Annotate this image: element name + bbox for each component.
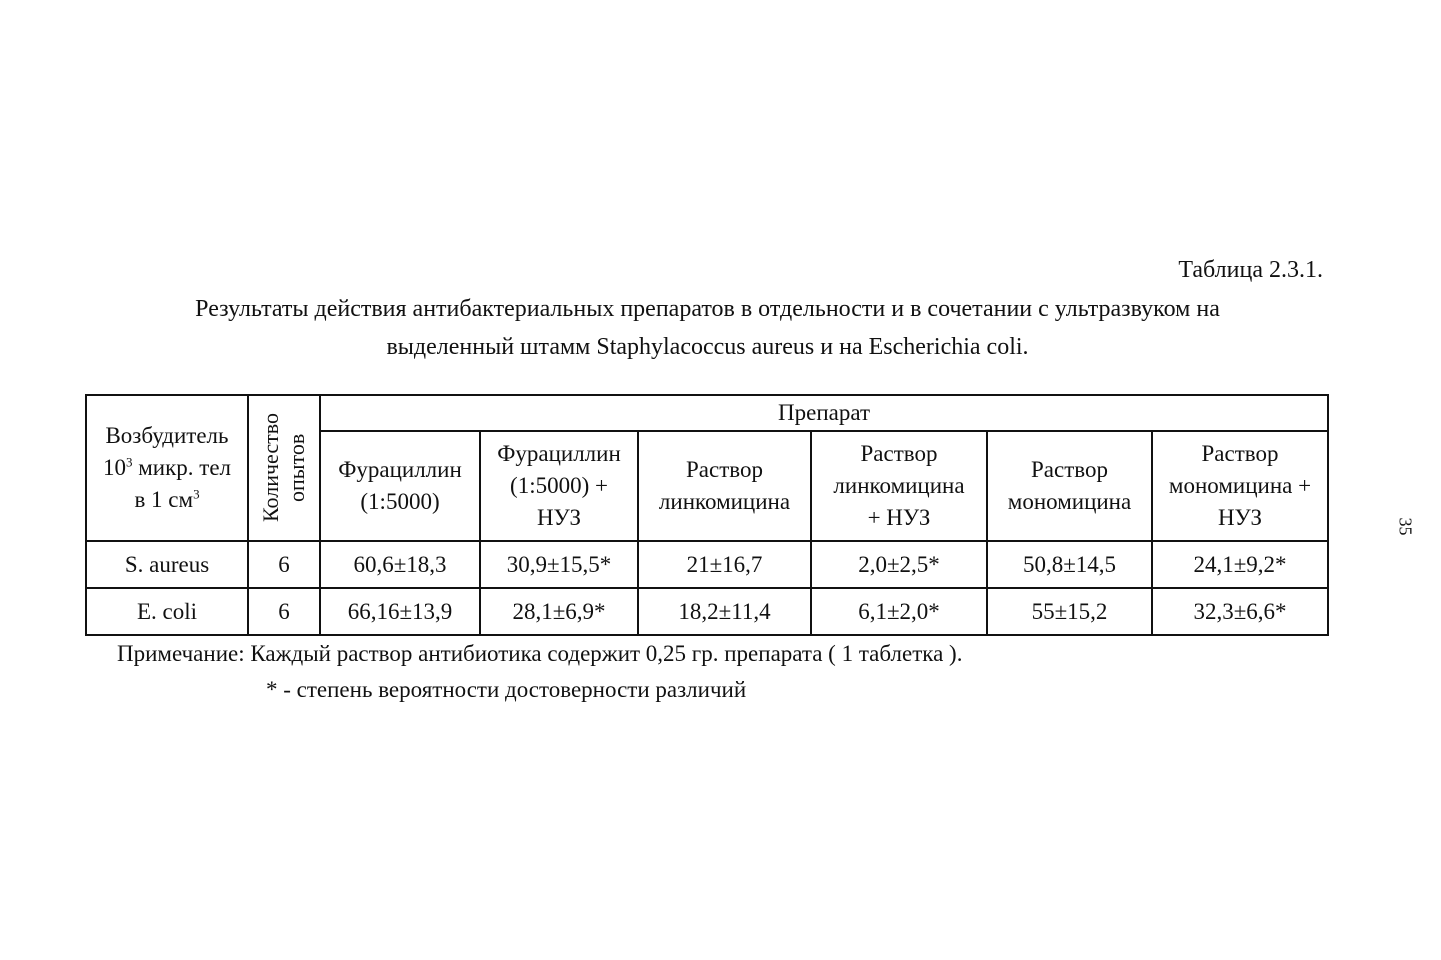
header-pathogen-line-3 (90, 484, 244, 516)
header-drug (1152, 431, 1328, 541)
header-pathogen-line-2 (90, 452, 244, 484)
header-drug-line-2: (1:5000) + (510, 473, 608, 498)
caption-line-2: выделенный штамм Staphylacoccus aureus и на Escherichia coli. (386, 334, 1029, 360)
header-drug-line-3: НУЗ (1217, 505, 1263, 530)
header-drug-line-1: Фурациллин (338, 457, 462, 482)
table-row (86, 588, 1328, 635)
header-drug-line-2: (1:5000) (360, 489, 440, 514)
header-drug (320, 431, 480, 541)
cell-value: 60,6±18,3 (320, 541, 480, 588)
header-pathogen-line-2-base: 10 (102, 455, 126, 480)
cell-pathogen: S. aureus (86, 541, 248, 588)
cell-count: 6 (248, 588, 320, 635)
header-pathogen-line-3-base: в 1 см (134, 487, 194, 512)
header-drug-line-3: + НУЗ (867, 505, 931, 530)
header-drug (480, 431, 638, 541)
cell-value: 24,1±9,2* (1152, 541, 1328, 588)
header-drug (987, 431, 1152, 541)
cell-value: 28,1±6,9* (480, 588, 638, 635)
table-caption (100, 290, 1315, 366)
header-count-vertical (258, 413, 310, 522)
header-drug-group: Препарат (320, 395, 1328, 431)
header-drug-line-1: Раствор (860, 441, 938, 466)
cell-value: 21±16,7 (638, 541, 811, 588)
cell-value: 30,9±15,5* (480, 541, 638, 588)
header-count (248, 395, 320, 541)
table-number-label: Таблица 2.3.1. (1178, 257, 1323, 283)
cell-value: 6,1±2,0* (811, 588, 987, 635)
cell-value: 55±15,2 (987, 588, 1152, 635)
cell-value: 18,2±11,4 (638, 588, 811, 635)
cell-value: 32,3±6,6* (1152, 588, 1328, 635)
table-note-footnote: * - степень вероятности достоверности различий (266, 677, 747, 702)
header-drug-line-2: линкомицина (833, 473, 965, 498)
caption-line-1: Результаты действия антибактериальных препаратов в отдельности и в сочетании с ультразвуком на (195, 296, 1220, 322)
cell-value: 66,16±13,9 (320, 588, 480, 635)
cell-count: 6 (248, 541, 320, 588)
header-row-group (86, 395, 1328, 431)
cell-value: 50,8±14,5 (987, 541, 1152, 588)
header-pathogen-line-3-sup: 3 (193, 486, 200, 502)
cell-value: 2,0±2,5* (811, 541, 987, 588)
header-pathogen-line-1: Возбудитель (105, 423, 229, 448)
header-drug-line-1: Раствор (1031, 457, 1108, 482)
header-drug-line-2: мономицина (1007, 489, 1132, 514)
header-drug (811, 431, 987, 541)
header-drug-line-1: Фурациллин (497, 441, 621, 466)
table-row (86, 541, 1328, 588)
results-table (85, 394, 1329, 636)
header-drug-line-2: мономицина + (1168, 473, 1312, 498)
header-count-line-1: Количество (258, 413, 283, 523)
header-drug-line-2: линкомицина (658, 489, 791, 514)
header-pathogen-line-2-sup: 3 (125, 454, 133, 470)
header-count-line-2: опытов (284, 433, 309, 503)
header-pathogen (86, 395, 248, 541)
page-number: 35 (1395, 517, 1416, 536)
header-pathogen-line-2-rest: микр. тел (132, 455, 232, 480)
table-note: Примечание: Каждый раствор антибиотика содержит 0,25 гр. препарата ( 1 таблетка ). (117, 641, 963, 666)
header-drug-line-1: Раствор (686, 457, 763, 482)
header-drug (638, 431, 811, 541)
header-drug-line-1: Раствор (1201, 441, 1279, 466)
header-drug-line-3: НУЗ (536, 505, 582, 530)
cell-pathogen: E. coli (86, 588, 248, 635)
